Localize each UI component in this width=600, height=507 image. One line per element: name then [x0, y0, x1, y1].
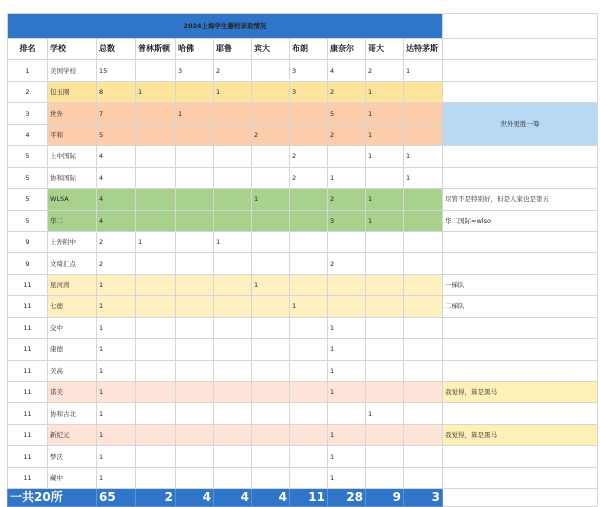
count-cell[interactable]: [290, 467, 328, 488]
note-wlsa-2[interactable]: 华二国际=wlso: [443, 210, 598, 231]
school-cell[interactable]: 平和: [48, 124, 97, 145]
total-cell[interactable]: 2: [97, 231, 136, 252]
count-cell[interactable]: [404, 403, 443, 424]
count-cell[interactable]: 1: [328, 339, 366, 360]
count-cell[interactable]: 1: [252, 274, 290, 295]
table-row: [8, 467, 598, 488]
count-cell[interactable]: [214, 103, 252, 124]
count-cell[interactable]: [214, 274, 252, 295]
empty-cell[interactable]: [443, 146, 598, 167]
count-cell[interactable]: [136, 167, 176, 188]
note-wlsa[interactable]: 尽管不是特别好，但是人家也是第五: [443, 189, 598, 210]
count-cell[interactable]: [252, 339, 290, 360]
count-cell[interactable]: [290, 253, 328, 274]
count-cell[interactable]: [176, 296, 214, 317]
header-row: [8, 39, 598, 60]
school-cell[interactable]: 协和古北: [48, 403, 97, 424]
count-cell[interactable]: [252, 403, 290, 424]
count-cell[interactable]: [136, 189, 176, 210]
table-row: [8, 296, 598, 317]
count-cell[interactable]: [136, 424, 176, 445]
table-row: [8, 189, 598, 210]
school-cell[interactable]: 藏中: [48, 467, 97, 488]
school-cell[interactable]: WLSA: [48, 189, 97, 210]
count-cell[interactable]: 2: [328, 81, 366, 102]
count-cell[interactable]: [176, 210, 214, 231]
count-cell[interactable]: [252, 210, 290, 231]
count-cell[interactable]: [290, 189, 328, 210]
header-cell-dartmouth[interactable]: 达特茅斯: [404, 39, 443, 60]
rank-cell[interactable]: 5: [8, 189, 48, 210]
header-cell-total[interactable]: 总数: [97, 39, 136, 60]
count-cell[interactable]: [176, 81, 214, 102]
count-cell[interactable]: 2: [290, 146, 328, 167]
count-cell[interactable]: [404, 467, 443, 488]
total-cell[interactable]: 5: [97, 124, 136, 145]
count-cell[interactable]: [136, 382, 176, 403]
table-row: [8, 317, 598, 338]
count-cell[interactable]: [328, 403, 366, 424]
count-cell[interactable]: [176, 146, 214, 167]
footer-upenn[interactable]: 4: [252, 489, 290, 507]
count-cell[interactable]: [366, 167, 404, 188]
total-cell[interactable]: 1: [97, 339, 136, 360]
rank-cell[interactable]: 9: [8, 231, 48, 252]
school-cell[interactable]: 美高: [48, 360, 97, 381]
count-cell[interactable]: [290, 339, 328, 360]
count-cell[interactable]: 1: [176, 103, 214, 124]
count-cell[interactable]: [328, 146, 366, 167]
count-cell[interactable]: [404, 317, 443, 338]
footer-harvard[interactable]: 4: [176, 489, 214, 507]
table-row: [8, 103, 598, 124]
count-cell[interactable]: [404, 296, 443, 317]
count-cell[interactable]: [214, 446, 252, 467]
count-cell[interactable]: [214, 424, 252, 445]
count-cell[interactable]: [136, 124, 176, 145]
count-cell[interactable]: 2: [290, 167, 328, 188]
header-cell-yale[interactable]: 耶鲁: [214, 39, 252, 60]
count-cell[interactable]: 1: [214, 81, 252, 102]
empty-cell[interactable]: [443, 231, 598, 252]
count-cell[interactable]: [176, 424, 214, 445]
rank-cell[interactable]: 5: [8, 210, 48, 231]
count-cell[interactable]: [290, 360, 328, 381]
total-cell[interactable]: 4: [97, 167, 136, 188]
count-cell[interactable]: 5: [328, 103, 366, 124]
sheet-title[interactable]: 2024上海学生藤校录取情况: [8, 14, 443, 39]
count-cell[interactable]: [136, 253, 176, 274]
count-cell[interactable]: [252, 167, 290, 188]
footer-columbia[interactable]: 9: [366, 489, 404, 507]
count-cell[interactable]: [252, 446, 290, 467]
table-row: [8, 146, 598, 167]
count-cell[interactable]: 1: [252, 189, 290, 210]
rank-cell[interactable]: 3: [8, 103, 48, 124]
count-cell[interactable]: [176, 382, 214, 403]
count-cell[interactable]: [252, 382, 290, 403]
total-cell[interactable]: 1: [97, 403, 136, 424]
school-cell[interactable]: 梦沃: [48, 446, 97, 467]
count-cell[interactable]: [366, 382, 404, 403]
count-cell[interactable]: [290, 274, 328, 295]
count-cell[interactable]: [366, 339, 404, 360]
count-cell[interactable]: [404, 274, 443, 295]
count-cell[interactable]: [328, 274, 366, 295]
total-cell[interactable]: 1: [97, 424, 136, 445]
empty-cell[interactable]: [443, 60, 598, 81]
count-cell[interactable]: [214, 339, 252, 360]
total-cell[interactable]: 1: [97, 296, 136, 317]
count-cell[interactable]: 4: [328, 60, 366, 81]
count-cell[interactable]: [366, 231, 404, 252]
total-cell[interactable]: 1: [97, 382, 136, 403]
rank-cell[interactable]: 11: [8, 317, 48, 338]
count-cell[interactable]: [252, 424, 290, 445]
count-cell[interactable]: [366, 424, 404, 445]
empty-cell[interactable]: [443, 467, 598, 488]
school-cell[interactable]: 七德: [48, 296, 97, 317]
count-cell[interactable]: [252, 81, 290, 102]
count-cell[interactable]: [404, 382, 443, 403]
count-cell[interactable]: [214, 167, 252, 188]
count-cell[interactable]: 1: [404, 167, 443, 188]
count-cell[interactable]: [176, 231, 214, 252]
count-cell[interactable]: [366, 274, 404, 295]
count-cell[interactable]: [404, 360, 443, 381]
count-cell[interactable]: 1: [366, 403, 404, 424]
count-cell[interactable]: [136, 339, 176, 360]
school-cell[interactable]: 诺美: [48, 382, 97, 403]
count-cell[interactable]: 1: [328, 446, 366, 467]
count-cell[interactable]: [252, 103, 290, 124]
count-cell[interactable]: [404, 189, 443, 210]
count-cell[interactable]: [290, 124, 328, 145]
footer-label[interactable]: 一共20所: [8, 489, 97, 507]
count-cell[interactable]: 3: [290, 60, 328, 81]
count-cell[interactable]: 1: [328, 360, 366, 381]
count-cell[interactable]: [176, 189, 214, 210]
table-row: [8, 231, 598, 252]
count-cell[interactable]: [176, 274, 214, 295]
count-cell[interactable]: [214, 403, 252, 424]
table-row: [8, 360, 598, 381]
count-cell[interactable]: [136, 60, 176, 81]
school-cell[interactable]: 星河湾: [48, 274, 97, 295]
count-cell[interactable]: [290, 103, 328, 124]
count-cell[interactable]: 1: [366, 81, 404, 102]
table-row: [8, 446, 598, 467]
school-cell[interactable]: 上外附中: [48, 231, 97, 252]
count-cell[interactable]: [290, 424, 328, 445]
rank-cell[interactable]: 11: [8, 424, 48, 445]
header-cell-school[interactable]: 学校: [48, 39, 97, 60]
table-row: [8, 210, 598, 231]
count-cell[interactable]: [366, 467, 404, 488]
empty-cell[interactable]: [443, 167, 598, 188]
rank-cell[interactable]: 11: [8, 403, 48, 424]
count-cell[interactable]: [214, 360, 252, 381]
count-cell[interactable]: [404, 124, 443, 145]
empty-cell[interactable]: [443, 39, 598, 60]
header-cell-harvard[interactable]: 哈佛: [176, 39, 214, 60]
count-cell[interactable]: 2: [252, 124, 290, 145]
count-cell[interactable]: 2: [328, 253, 366, 274]
count-cell[interactable]: 1: [366, 189, 404, 210]
count-cell[interactable]: [290, 403, 328, 424]
count-cell[interactable]: [366, 296, 404, 317]
total-cell[interactable]: 7: [97, 103, 136, 124]
count-cell[interactable]: [404, 210, 443, 231]
count-cell[interactable]: [214, 146, 252, 167]
school-cell[interactable]: 华二: [48, 210, 97, 231]
school-cell[interactable]: 文绮汇点: [48, 253, 97, 274]
rank-cell[interactable]: 9: [8, 253, 48, 274]
total-cell[interactable]: 2: [97, 253, 136, 274]
empty-cell[interactable]: [443, 489, 598, 507]
count-cell[interactable]: [176, 124, 214, 145]
count-cell[interactable]: [214, 210, 252, 231]
school-cell[interactable]: 上中国际: [48, 146, 97, 167]
count-cell[interactable]: [252, 467, 290, 488]
count-cell[interactable]: 1: [366, 146, 404, 167]
count-cell[interactable]: [404, 253, 443, 274]
count-cell[interactable]: [328, 296, 366, 317]
count-cell[interactable]: [136, 360, 176, 381]
empty-cell[interactable]: [443, 403, 598, 424]
count-cell[interactable]: [328, 231, 366, 252]
header-cell-cornell[interactable]: 康奈尔: [328, 39, 366, 60]
count-cell[interactable]: [252, 360, 290, 381]
count-cell[interactable]: [252, 317, 290, 338]
count-cell[interactable]: [136, 446, 176, 467]
count-cell[interactable]: [252, 60, 290, 81]
count-cell[interactable]: [366, 253, 404, 274]
count-cell[interactable]: [176, 446, 214, 467]
count-cell[interactable]: 3: [176, 60, 214, 81]
rank-cell[interactable]: 11: [8, 296, 48, 317]
school-cell[interactable]: 康德: [48, 339, 97, 360]
count-cell[interactable]: [214, 253, 252, 274]
rank-cell[interactable]: 11: [8, 339, 48, 360]
count-cell[interactable]: [214, 317, 252, 338]
count-cell[interactable]: [214, 382, 252, 403]
count-cell[interactable]: 1: [328, 424, 366, 445]
rank-cell[interactable]: 11: [8, 360, 48, 381]
count-cell[interactable]: [176, 467, 214, 488]
spreadsheet-table: [7, 13, 598, 507]
count-cell[interactable]: [404, 424, 443, 445]
note-darkhorse[interactable]: 我觉得，算是黑马: [443, 382, 598, 403]
count-cell[interactable]: 3: [328, 210, 366, 231]
count-cell[interactable]: [136, 467, 176, 488]
count-cell[interactable]: 1: [290, 296, 328, 317]
count-cell[interactable]: 1: [328, 467, 366, 488]
table-row: [8, 339, 598, 360]
footer-brown[interactable]: 11: [290, 489, 328, 507]
count-cell[interactable]: 1: [404, 146, 443, 167]
header-cell-columbia[interactable]: 哥大: [366, 39, 404, 60]
note-tier1[interactable]: 一梯队: [443, 274, 598, 295]
count-cell[interactable]: [366, 446, 404, 467]
count-cell[interactable]: [214, 124, 252, 145]
table-row: [8, 253, 598, 274]
count-cell[interactable]: 1: [136, 81, 176, 102]
rank-cell[interactable]: 11: [8, 382, 48, 403]
footer-row: [8, 489, 598, 507]
count-cell[interactable]: 1: [136, 231, 176, 252]
school-cell[interactable]: 交中: [48, 317, 97, 338]
count-cell[interactable]: [214, 467, 252, 488]
count-cell[interactable]: 1: [328, 167, 366, 188]
count-cell[interactable]: [176, 360, 214, 381]
table-row: [8, 403, 598, 424]
count-cell[interactable]: [366, 317, 404, 338]
count-cell[interactable]: 1: [214, 231, 252, 252]
count-cell[interactable]: [136, 317, 176, 338]
count-cell[interactable]: [404, 339, 443, 360]
footer-princeton[interactable]: 2: [136, 489, 176, 507]
total-cell[interactable]: 1: [97, 446, 136, 467]
count-cell[interactable]: [252, 296, 290, 317]
school-cell[interactable]: 新纪元: [48, 424, 97, 445]
total-cell[interactable]: 1: [97, 360, 136, 381]
note-darkhorse[interactable]: 我觉得，算是黑马: [443, 424, 598, 445]
count-cell[interactable]: 1: [328, 382, 366, 403]
count-cell[interactable]: [136, 274, 176, 295]
empty-cell[interactable]: [443, 81, 598, 102]
count-cell[interactable]: [252, 253, 290, 274]
total-cell[interactable]: 15: [97, 60, 136, 81]
header-cell-princeton[interactable]: 普林斯顿: [136, 39, 176, 60]
footer-dartmouth[interactable]: 3: [404, 489, 443, 507]
empty-cell[interactable]: [443, 339, 598, 360]
count-cell[interactable]: [214, 189, 252, 210]
table-row: [8, 274, 598, 295]
total-cell[interactable]: 8: [97, 81, 136, 102]
school-cell[interactable]: 美国学校: [48, 60, 97, 81]
table-row: [8, 60, 598, 81]
count-cell[interactable]: [404, 446, 443, 467]
count-cell[interactable]: [252, 146, 290, 167]
count-cell[interactable]: [290, 446, 328, 467]
count-cell[interactable]: [290, 231, 328, 252]
count-cell[interactable]: 1: [366, 124, 404, 145]
count-cell[interactable]: 2: [214, 60, 252, 81]
count-cell[interactable]: [136, 146, 176, 167]
count-cell[interactable]: [176, 403, 214, 424]
note-shiwai[interactable]: 世外更胜一筹: [443, 103, 598, 146]
count-cell[interactable]: [290, 382, 328, 403]
count-cell[interactable]: [176, 253, 214, 274]
count-cell[interactable]: [136, 403, 176, 424]
footer-cornell[interactable]: 28: [328, 489, 366, 507]
rank-cell[interactable]: 11: [8, 446, 48, 467]
count-cell[interactable]: [404, 231, 443, 252]
count-cell[interactable]: 1: [366, 210, 404, 231]
table-row: [8, 424, 598, 445]
count-cell[interactable]: [366, 360, 404, 381]
school-cell[interactable]: 协和国际: [48, 167, 97, 188]
count-cell[interactable]: 3: [290, 81, 328, 102]
rank-cell[interactable]: 5: [8, 167, 48, 188]
count-cell[interactable]: [176, 167, 214, 188]
count-cell[interactable]: 2: [328, 124, 366, 145]
count-cell[interactable]: 1: [328, 317, 366, 338]
header-cell-brown[interactable]: 布朗: [290, 39, 328, 60]
count-cell[interactable]: [136, 296, 176, 317]
count-cell[interactable]: [176, 317, 214, 338]
empty-cell[interactable]: [443, 14, 598, 39]
empty-cell[interactable]: [443, 360, 598, 381]
count-cell[interactable]: 2: [328, 189, 366, 210]
note-tier2[interactable]: 二梯队: [443, 296, 598, 317]
count-cell[interactable]: 1: [366, 103, 404, 124]
total-cell[interactable]: 4: [97, 189, 136, 210]
count-cell[interactable]: [290, 317, 328, 338]
rank-cell[interactable]: 2: [8, 81, 48, 102]
rank-cell[interactable]: 4: [8, 124, 48, 145]
school-cell[interactable]: 包玉刚: [48, 81, 97, 102]
header-cell-upenn[interactable]: 宾大: [252, 39, 290, 60]
count-cell[interactable]: 1: [404, 60, 443, 81]
empty-cell[interactable]: [443, 253, 598, 274]
count-cell[interactable]: [136, 210, 176, 231]
rank-cell[interactable]: 11: [8, 274, 48, 295]
header-cell-rank[interactable]: 排名: [8, 39, 48, 60]
rank-cell[interactable]: 11: [8, 467, 48, 488]
table-row: [8, 382, 598, 403]
total-cell[interactable]: 1: [97, 467, 136, 488]
count-cell[interactable]: [252, 231, 290, 252]
count-cell[interactable]: [176, 339, 214, 360]
empty-cell[interactable]: [443, 446, 598, 467]
table-row: [8, 167, 598, 188]
count-cell[interactable]: 2: [366, 60, 404, 81]
school-cell[interactable]: 世外: [48, 103, 97, 124]
count-cell[interactable]: [214, 296, 252, 317]
count-cell[interactable]: [290, 210, 328, 231]
rank-cell[interactable]: 5: [8, 146, 48, 167]
table-row: [8, 81, 598, 102]
empty-cell[interactable]: [443, 317, 598, 338]
count-cell[interactable]: [404, 103, 443, 124]
total-cell[interactable]: 1: [97, 317, 136, 338]
total-cell[interactable]: 4: [97, 146, 136, 167]
footer-total[interactable]: 65: [97, 489, 136, 507]
count-cell[interactable]: [136, 103, 176, 124]
count-cell[interactable]: [404, 81, 443, 102]
footer-yale[interactable]: 4: [214, 489, 252, 507]
rank-cell[interactable]: 1: [8, 60, 48, 81]
total-cell[interactable]: 1: [97, 274, 136, 295]
total-cell[interactable]: 4: [97, 210, 136, 231]
